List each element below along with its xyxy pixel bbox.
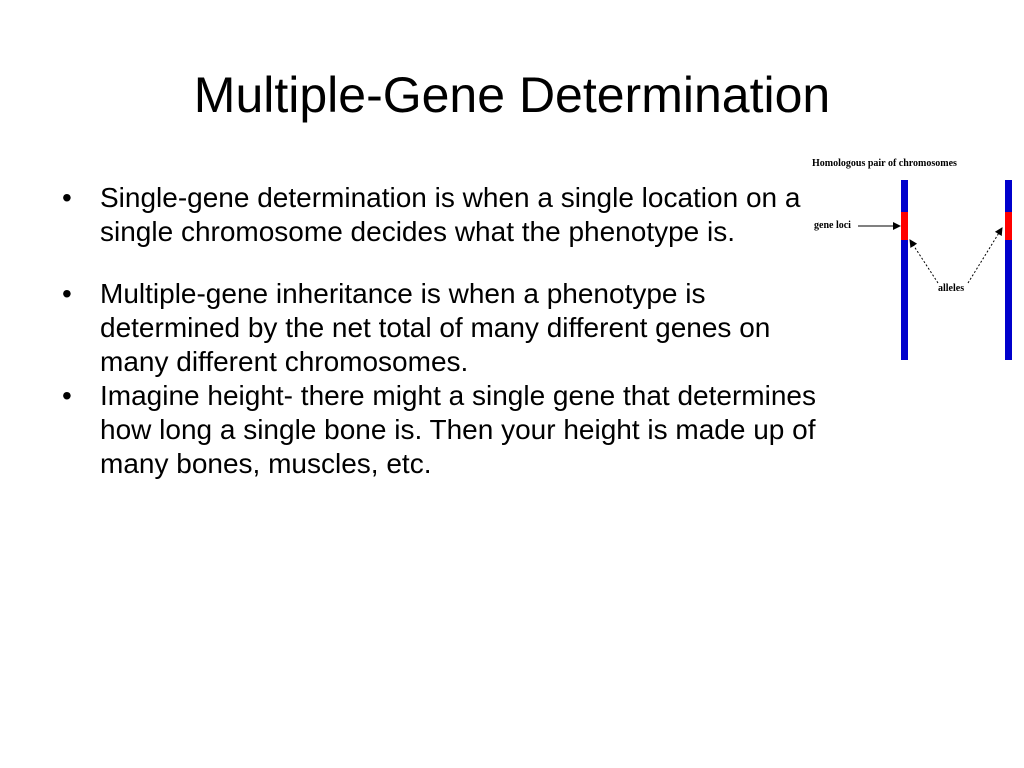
bullet-marker: • [62,182,72,213]
alleles-label: alleles [938,283,965,294]
allele-arrow-right [968,228,1002,283]
slide-title: Multiple-Gene Determination [193,67,831,123]
diagram-caption: Homologous pair of chromosomes [812,158,957,169]
bullet-text: Single-gene determination is when a single location on a single chromosome decides what the phenotype is. [100,182,801,247]
bullet-text: Multiple-gene inheritance is when a phenotype is determined by the net total of many different genes on many different chromosomes. [100,278,771,377]
chromosome-left [901,180,908,360]
bullet-item [62,277,832,379]
bullet-text: Imagine height- there might a single gene that determines how long a single bone is. Then your height is made up of many bones, muscles, etc. [100,380,816,479]
bullet-item [62,379,832,481]
allele-arrow-left [910,240,938,283]
bullet-item [62,181,832,249]
gene-loci-label: gene loci [814,220,851,231]
chromosome-diagram-graphic [808,150,1018,365]
gene-locus-right [1005,212,1012,240]
bullet-marker: • [62,380,72,411]
bullet-list [62,181,832,481]
chromosome-diagram [808,150,1018,365]
chromosome-right [1005,180,1012,360]
gene-locus-left [901,212,908,240]
bullet-marker: • [62,278,72,309]
